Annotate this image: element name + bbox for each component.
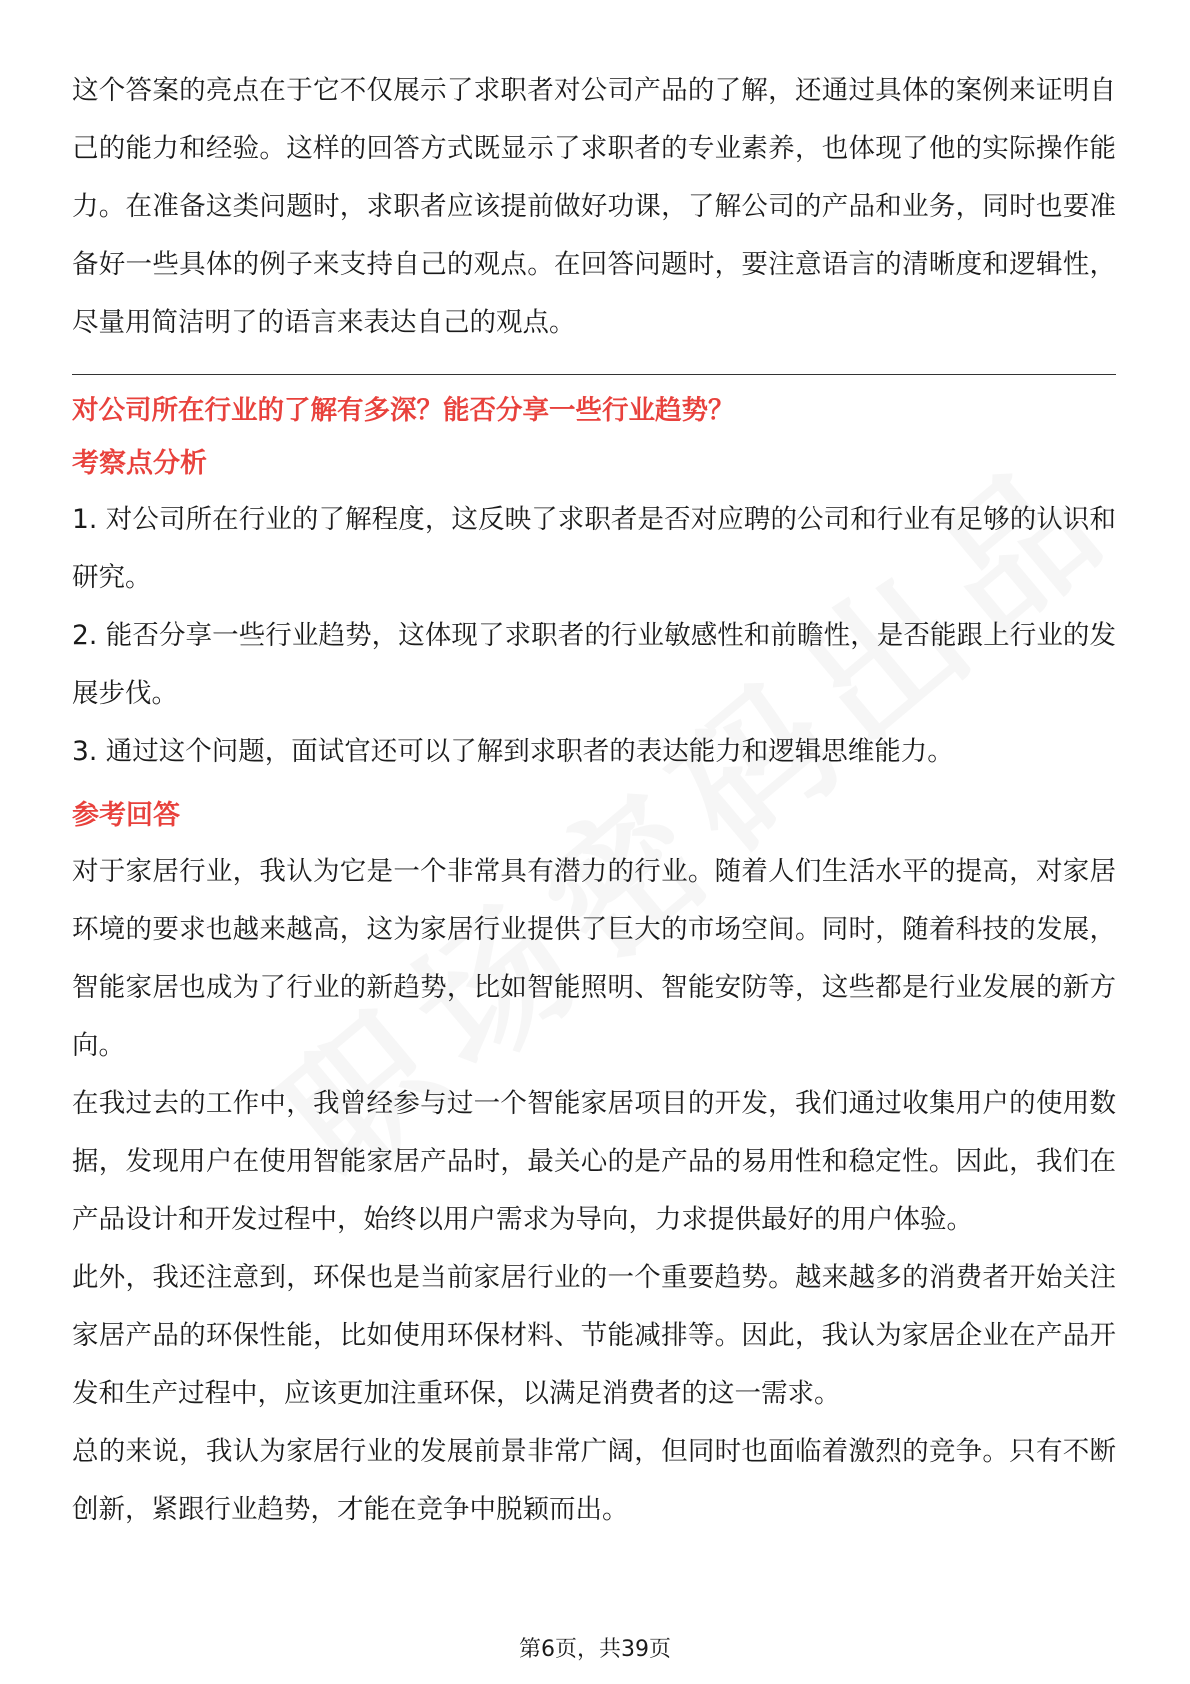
answer-paragraph: 在我过去的工作中，我曾经参与过一个智能家居项目的开发，我们通过收集用户的使用数据，发现用户在使用智能家居产品时，最关心的是产品的易用性和稳定性。因此，我们在产品设计和开发过程中，始终以用户需求为导向，力求提供最好的用户体验。 [72, 1088, 1116, 1235]
analysis-item: 1. 对公司所在行业的了解程度，这反映了求职者是否对应聘的公司和行业有足够的认识和研究。 [72, 504, 1116, 593]
page-content [72, 62, 1116, 1539]
question-heading: 对公司所在行业的了解有多深？能否分享一些行业趋势？ [72, 395, 735, 426]
intro-paragraph: 这个答案的亮点在于它不仅展示了求职者对公司产品的了解，还通过具体的案例来证明自己的能力和经验。这样的回答方式既显示了求职者的专业素养，也体现了他的实际操作能力。在准备这类问题时，求职者应该提前做好功课，了解公司的产品和业务，同时也要准备好一些具体的例子来支持自己的观点。在回答问题时，要注意语言的清晰度和逻辑性，尽量用简洁明了的语言来表达自己的观点。 [72, 75, 1116, 338]
answer-paragraph: 对于家居行业，我认为它是一个非常具有潜力的行业。随着人们生活水平的提高，对家居环境的要求也越来越高，这为家居行业提供了巨大的市场空间。同时，随着科技的发展，智能家居也成为了行业的新趋势，比如智能照明、智能安防等，这些都是行业发展的新方向。 [72, 856, 1116, 1061]
answer-title: 参考回答 [72, 800, 180, 831]
section-divider [72, 374, 1116, 375]
analysis-item: 3. 通过这个问题，面试官还可以了解到求职者的表达能力和逻辑思维能力。 [72, 736, 954, 767]
answer-paragraph: 此外，我还注意到，环保也是当前家居行业的一个重要趋势。越来越多的消费者开始关注家居产品的环保性能，比如使用环保材料、节能减排等。因此，我认为家居企业在产品开发和生产过程中，应该更加注重环保，以满足消费者的这一需求。 [72, 1262, 1116, 1409]
analysis-title: 考察点分析 [72, 448, 207, 479]
answer-paragraph: 总的来说，我认为家居行业的发展前景非常广阔，但同时也面临着激烈的竞争。只有不断创新，紧跟行业趋势，才能在竞争中脱颖而出。 [72, 1436, 1116, 1525]
page-number: 第6页，共39页 [519, 1637, 671, 1662]
analysis-item: 2. 能否分享一些行业趋势，这体现了求职者的行业敏感性和前瞻性，是否能跟上行业的发展步伐。 [72, 620, 1116, 709]
